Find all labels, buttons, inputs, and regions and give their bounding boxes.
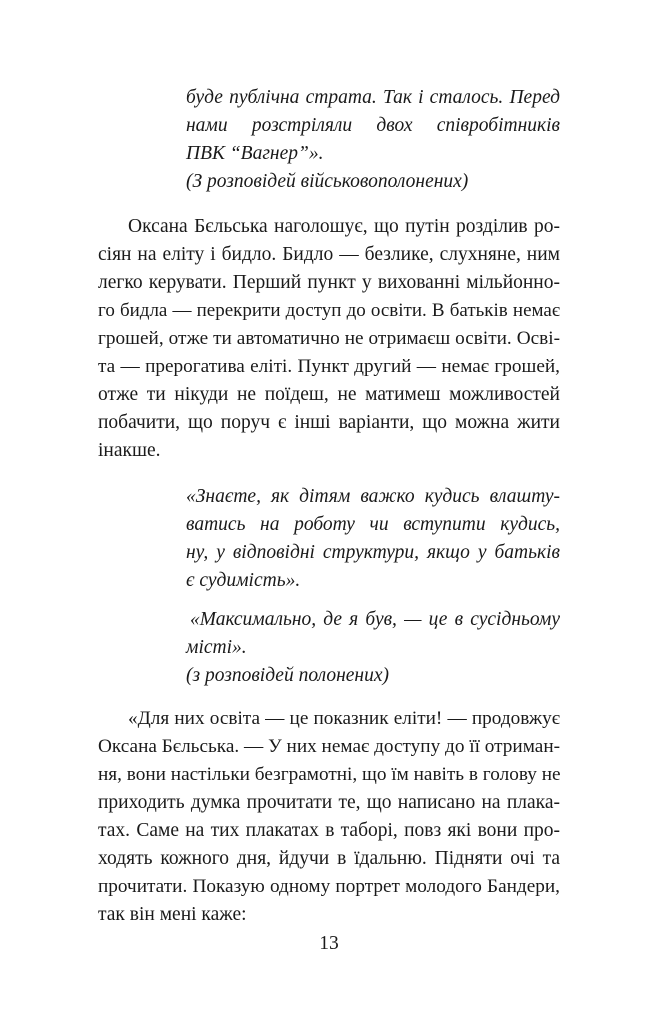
paragraph-1-line-8: побачити, що поруч є інші варіанти, що можна жити: [98, 412, 560, 433]
paragraph-2-line-1: «Для них освіта — це показник еліти! — продовжує: [128, 708, 560, 729]
quote-3-line-1: «Максимально, де я був, — це в сусідньому: [190, 609, 560, 630]
quote-1-line-3: ПВК “Вагнер”».: [186, 143, 324, 164]
paragraph-1-line-2: сіян на еліту і бидло. Бидло — безлике, слухняне, ним: [98, 244, 560, 265]
quote-1-line-1: буде публічна страта. Так і сталось. Перед: [186, 87, 560, 108]
quote-2-line-4: є судимість».: [186, 570, 301, 591]
quote-3-line-2: місті».: [186, 637, 247, 658]
paragraph-2-line-6: ходять кожного дня, йдучи в їдальню. Підняти очі та: [98, 848, 560, 869]
paragraph-1-line-6: та — прерогатива еліті. Пункт другий — немає грошей,: [98, 356, 560, 377]
page-number: 13: [319, 933, 339, 954]
quote-2-line-1: «Знаєте, як дітям важко кудись влашту-: [186, 486, 560, 507]
quote-1-line-2: нами розстріляли двох співробітників: [186, 115, 560, 136]
paragraph-1-line-4: го бидла — перекрити доступ до освіти. В батьків немає: [98, 300, 560, 321]
paragraph-2-line-3: ня, вони настільки безграмотні, що їм навіть в голову не: [98, 764, 561, 785]
paragraph-2-line-2: Оксана Бєльська. — У них немає доступу до її отриман-: [98, 736, 561, 757]
paragraph-1-line-7: отже ти нікуди не поїдеш, не матимеш можливостей: [98, 384, 560, 405]
paragraph-1-line-1: Оксана Бєльська наголошує, що путін розділив ро-: [128, 216, 560, 237]
paragraph-1-line-9: інакше.: [98, 440, 161, 461]
paragraph-2-line-5: тах. Саме на тих плакатах в таборі, повз які вони про-: [98, 820, 560, 841]
paragraph-1-line-3: легко керувати. Перший пункт у вихованні мільйонно-: [98, 272, 560, 293]
paragraph-1-line-5: грошей, отже ти автоматично не отримаєш освіти. Осві-: [98, 328, 560, 349]
quote-2-line-3: ну, у відповідні структури, якщо у батьків: [186, 542, 560, 563]
quote-2-line-2: ватись на роботу чи вступити кудись,: [186, 514, 560, 535]
paragraph-2-line-7: прочитати. Показую одному портрет молодого Бандери,: [98, 876, 560, 897]
paragraph-2-line-8: так він мені каже:: [98, 904, 247, 925]
paragraph-2-line-4: приходить думка прочитати те, що написано на плака-: [98, 792, 560, 813]
quote-3-source: (з розповідей полонених): [186, 665, 389, 686]
quote-1-source: (З розповідей військовополонених): [186, 171, 469, 192]
